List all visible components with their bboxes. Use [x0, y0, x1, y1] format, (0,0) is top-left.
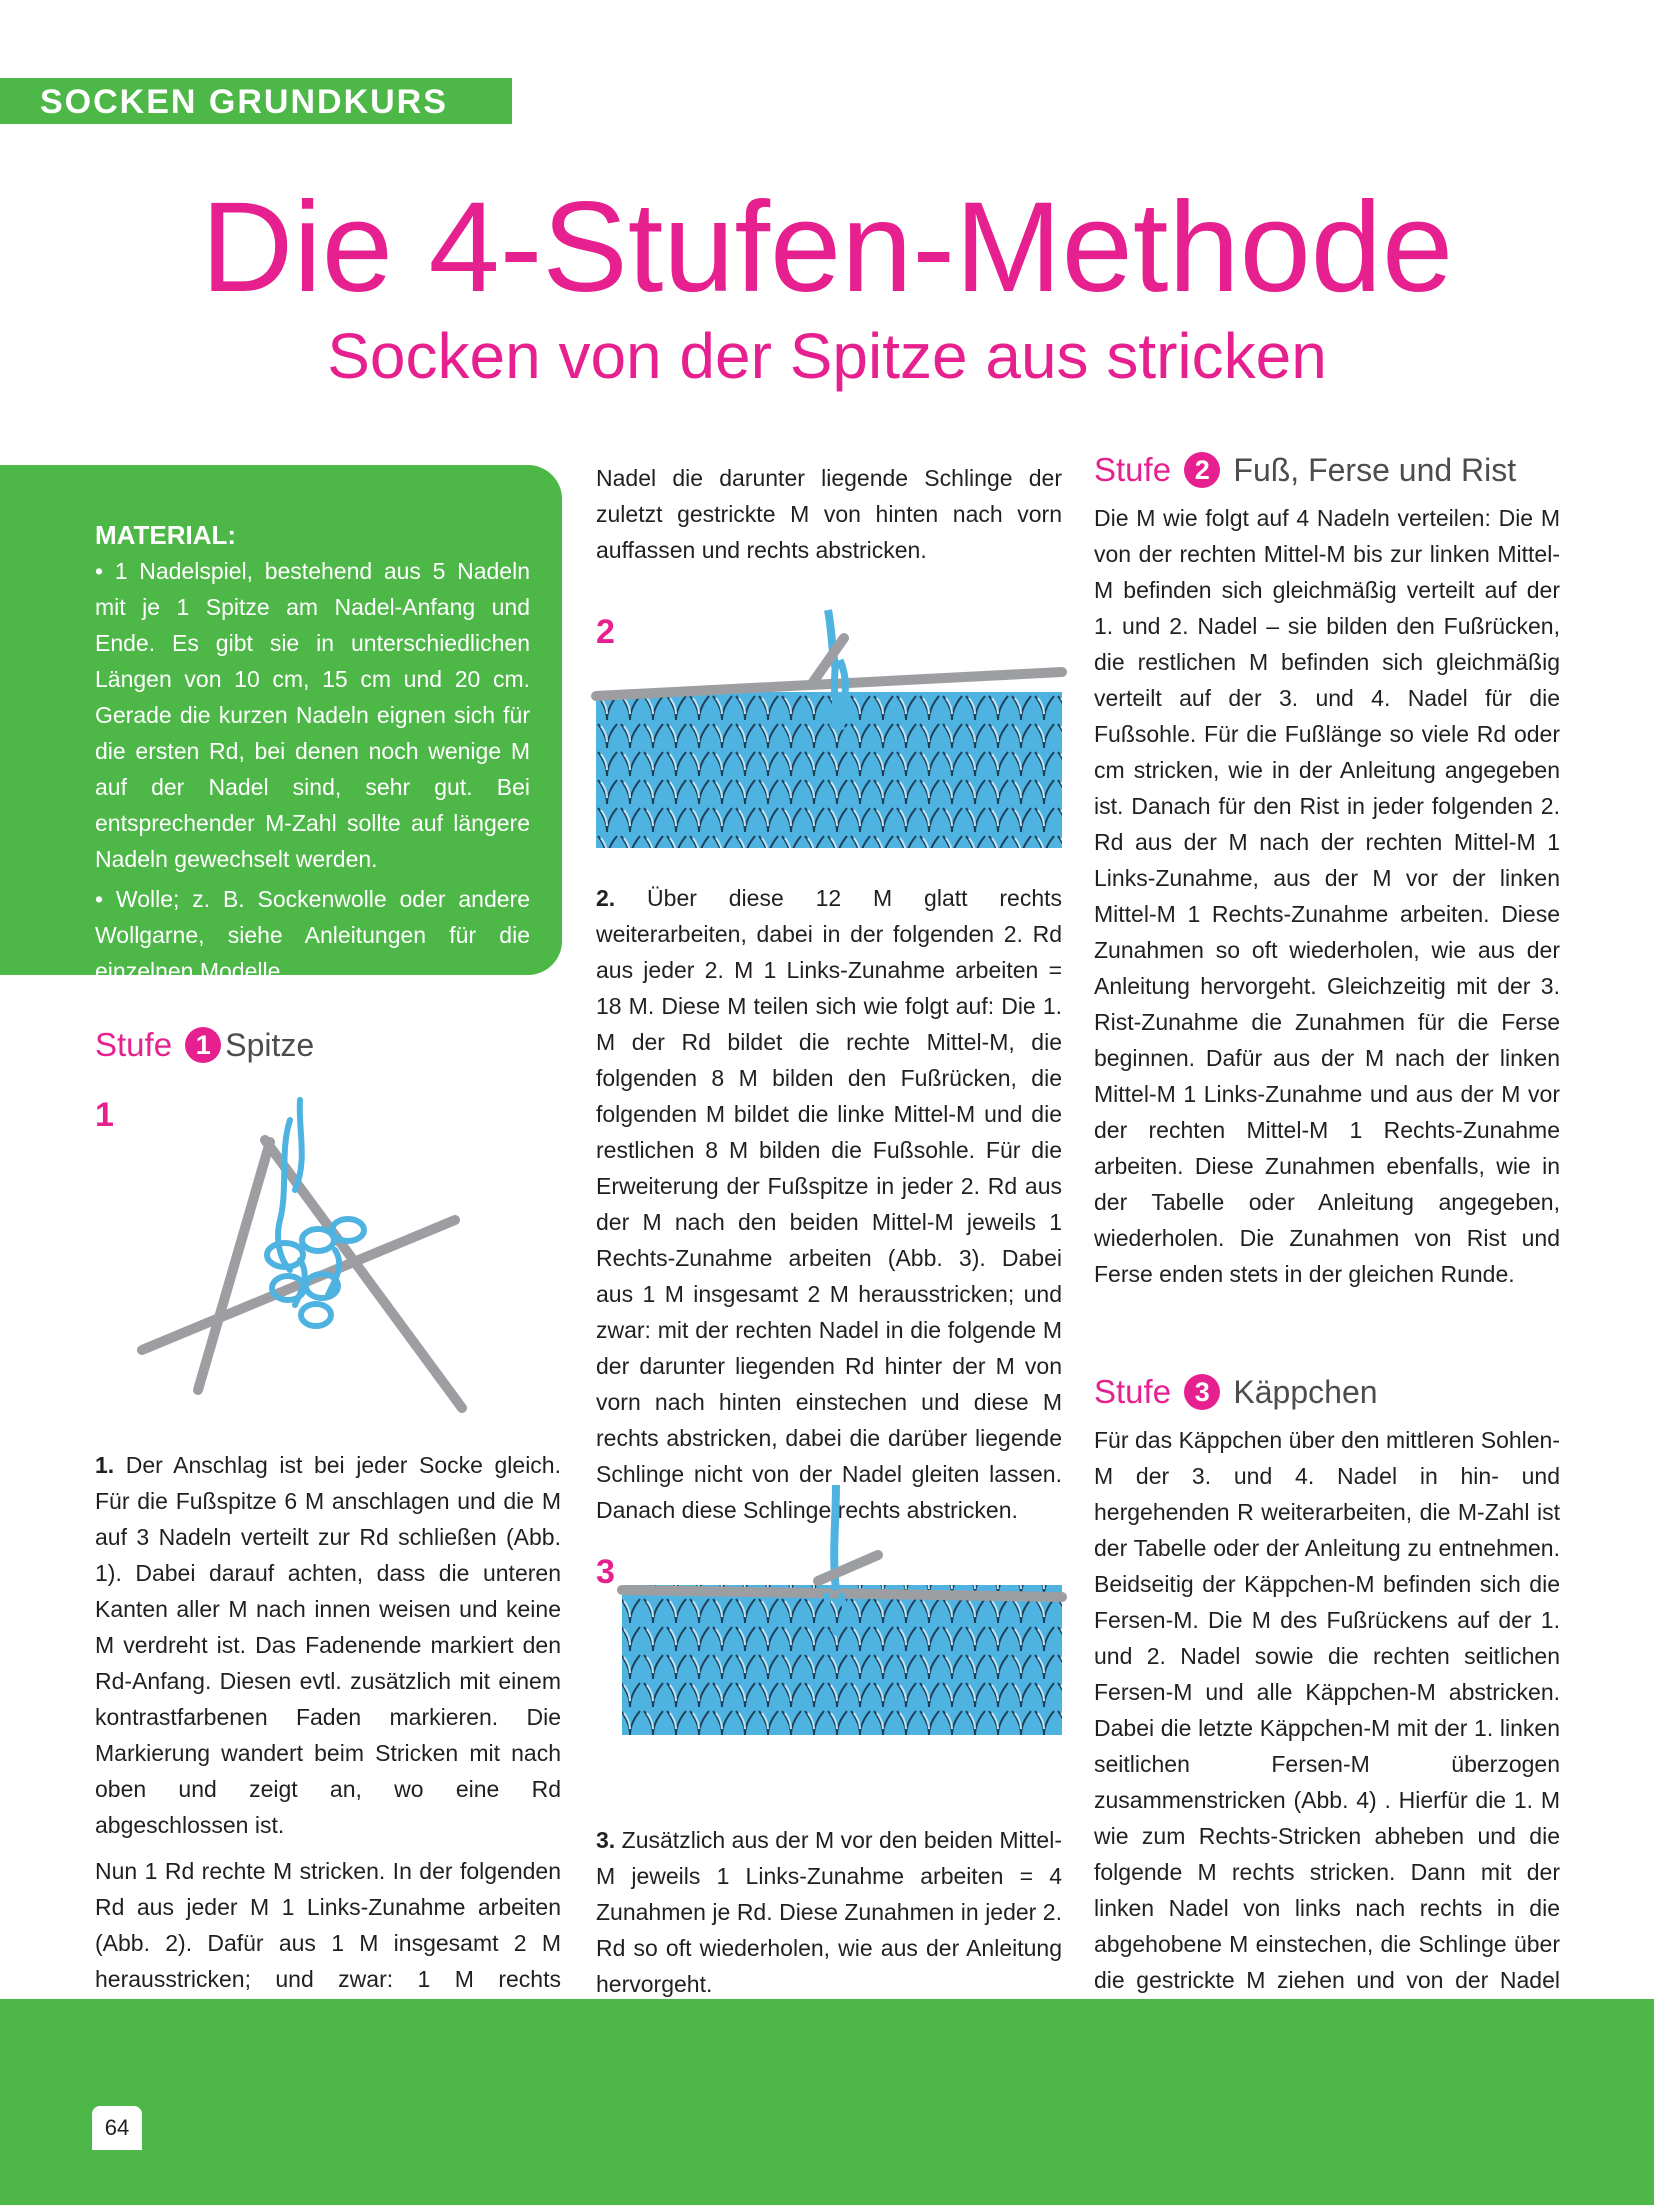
material-item: • Wolle; z. B. Sockenwolle oder andere Wollgarne, siehe Anleitungen für die einzelnen Modelle: [95, 886, 530, 984]
col2-intro: Nadel die darunter liegende Schlinge der zuletzt gestrickte M von hinten nach vorn auffassen und rechts abstricken.: [596, 465, 1062, 563]
footer-bar: [0, 1999, 1654, 2205]
knitting-swatch-illustration: [596, 610, 1062, 850]
step-number-badge: 2: [1184, 452, 1220, 488]
stufe3-text: Für das Käppchen über den mittleren Sohlen-M der 3. und 4. Nadel in hin- und hergehenden R weiterarbeiten, die M-Zahl ist der Tabelle oder der Anleitung zu entnehmen. Beidseitig der Käppchen-M befinden sich die Fersen-M. Die M des Fußrückens auf der 1. und 2. Nadel sowie die rechten seitlichen Fersen-M und alle Käppchen-M abstricken. Dabei die letzte Käppchen-M mit der 1. linken seitlichen Fersen-M überzogen zusammenstricken (Abb. 4) . Hierfür die 1. M wie zum Rechts-Stricken abheben und die folgende M rechts stricken. Dann mit der linken Nadel von links nach rechts in die abgehobene M einstechen, die Schlinge über die gestrickte M ziehen und von der Nadel: [1094, 1427, 1560, 1993]
needles-illustration: [130, 1090, 470, 1420]
step3-text: [596, 1822, 1062, 2012]
step-text: Der Anschlag ist bei jeder Socke gleich. Für die Fußspitze 6 M anschlagen und die M auf 3 Nadeln verteilt zur Rd schließen (Abb. 1). Dabei darauf achten, dass die unteren Kanten aller M nach innen weisen und keine M verdreht ist. Das Fadenende markiert den Rd-Anfang. Diesen evtl. zusätzlich mit einem kontrastfarbenen Faden markieren. Die Markierung wandert beim Stricken mit nach oben und zeigt an, wo eine Rd abgeschlossen ist.: [95, 1452, 561, 1838]
stufe1-heading: [95, 1025, 314, 1065]
material-item: • 1 Nadelspiel, bestehend aus 5 Nadeln mit je 1 Spitze am Nadel-Anfang und Ende. Es gibt sie in unterschiedlichen Längen von 10 cm, 15 cm und 20 cm. Gerade die kurzen Nadeln eignen sich für die ersten Rd, bei denen noch wenige M auf der Nadel sind, sehr gut. Bei entsprechender M-Zahl sollte auf längere Nadeln gewechselt werden.: [95, 558, 530, 872]
stufe1-text: [95, 1447, 561, 2043]
stufe-prefix: Stufe: [1094, 451, 1172, 488]
step-number-badge: 1: [185, 1027, 221, 1063]
page-number: 64: [92, 2106, 142, 2150]
page-subtitle: Socken von der Spitze aus stricken: [327, 320, 1327, 392]
stufe2-text: Die M wie folgt auf 4 Nadeln verteilen: Die M von der rechten Mittel-M bis zur linken Mittel-M befinden sich gleichmäßig verteilt auf der 1. und 2. Nadel – sie bilden den Fußrücken, die restlichen M befinden sich gleichmäßig verteilt auf der 3. und 4. Nadel für die Fußsohle. Für die Fußlänge so viele Rd oder cm stricken, wie in der Anleitung angegeben ist. Danach für den Rist in jeder folgenden 2. Rd aus der M nach der rechten Mittel-M 1 Links-Zunahme, aus der M vor der linken Mittel-M 1 Rechts-Zunahme arbeiten. Diese Zunahmen so oft wiederholen, wie aus der Anleitung hervorgeht. Gleichzeitig mit der 3. Rist-Zunahme die Zunahmen für die Ferse beginnen. Dafür aus der M nach der linken Mittel-M 1 Links-Zunahme und aus der M vor der rechten Mittel-M 1 Rechts-Zunahme arbeiten. Diese Zunahmen ebenfalls, wie in der Tabelle oder Anleitung angegeben, wiederholen. Die Zunahmen von Rist und Ferse enden stets in der gleichen Runde.: [1094, 505, 1560, 1287]
stufe2-heading: [1094, 450, 1516, 490]
step-text: Nun 1 Rd rechte M stricken. In der folgenden Rd aus jeder M 1 Links-Zunahme arbeiten (Abb. 2). Dafür aus 1 M insgesamt 2 M herausstricken; und zwar: 1 M rechts: [95, 1858, 561, 1992]
step-text: Zusätzlich aus der M vor den beiden Mittel-M jeweils 1 Links-Zunahme arbeiten = 4 Zunahmen je Rd. Diese Zunahmen in jeder 2. Rd so oft wiederholen, wie aus der Anleitung hervorgeht.: [596, 1827, 1062, 1997]
knitting-swatch-illustration: [596, 1485, 1062, 1745]
material-heading: MATERIAL:: [95, 520, 237, 550]
stufe-prefix: Stufe: [1094, 1373, 1172, 1410]
stufe-title: Fuß, Ferse und Rist: [1233, 452, 1517, 488]
stufe3-heading: [1094, 1372, 1378, 1412]
stufe-title: Käppchen: [1233, 1374, 1378, 1410]
stufe-prefix: Stufe: [95, 1026, 173, 1063]
step-number-badge: 3: [1184, 1374, 1220, 1410]
material-text: [95, 517, 530, 993]
step-number: 3.: [596, 1827, 616, 1853]
section-label: SOCKEN GRUNDKURS: [40, 83, 448, 121]
figure-label: 3: [596, 1553, 615, 1591]
step-number: 1.: [95, 1452, 115, 1478]
stufe-title: Spitze: [225, 1027, 315, 1063]
step2-text: [596, 880, 1062, 1538]
figure-label: 1: [95, 1096, 114, 1134]
figure-label: 2: [596, 613, 615, 651]
step-number: 2.: [596, 885, 616, 911]
page-title: Die 4-Stufen-Methode: [200, 176, 1454, 319]
step-text: Über diese 12 M glatt rechts weiterarbeiten, dabei in der folgenden 2. Rd aus jeder 2. M 1 Links-Zunahme arbeiten = 18 M. Diese M teilen sich wie folgt auf: Die 1. M der Rd bildet die rechte Mittel-M, die folgenden 8 M bilden den Fußrücken, die folgenden M bildet die linke Mittel-M und die restlichen 8 M bilden die Fußsohle. Für die Erweiterung der Fußspitze in jeder 2. Rd aus der M nach den beiden Mittel-M jeweils 1 Rechts-Zunahme arbeiten (Abb. 3). Dabei aus 1 M insgesamt 2 M herausstricken; und zwar: mit der rechten Nadel in die folgende M der darunter liegenden Rd hinter der M von vorn nach hinten einstechen und diese M rechts abstricken, dabei die darüber liegende Schlinge nicht von der Nadel gleiten lassen. Danach diese Schlinge rechts abstricken.: [596, 885, 1062, 1523]
